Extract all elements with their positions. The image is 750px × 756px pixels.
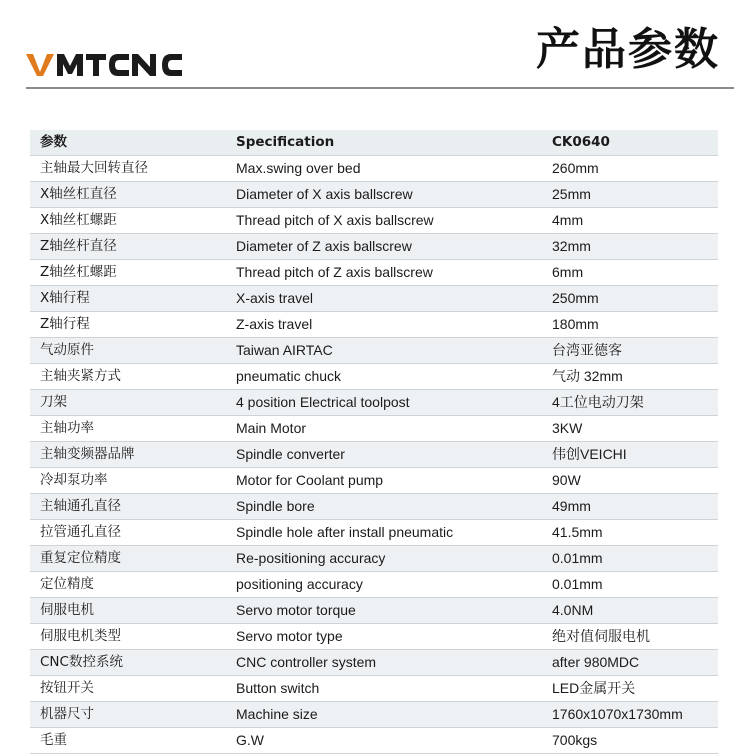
- cell-spec-en: Button switch: [226, 676, 542, 702]
- cell-value: 气动 32mm: [542, 364, 718, 390]
- table-row: [30, 234, 718, 260]
- table-row: [30, 364, 718, 390]
- cell-value: 260mm: [542, 156, 718, 182]
- cell-param-cn: 机器尺寸: [30, 702, 226, 728]
- cell-value: 250mm: [542, 286, 718, 312]
- table-row: [30, 728, 718, 754]
- table-row: [30, 598, 718, 624]
- cell-param-cn: 主轴变频器品牌: [30, 442, 226, 468]
- cell-param-cn: Z轴行程: [30, 312, 226, 338]
- table-row: [30, 702, 718, 728]
- brand-logo: [26, 52, 186, 78]
- cell-spec-en: 4 position Electrical toolpost: [226, 390, 542, 416]
- cell-value: 90W: [542, 468, 718, 494]
- header-divider: [26, 87, 734, 89]
- cell-value: 0.01mm: [542, 572, 718, 598]
- cell-param-cn: 主轴功率: [30, 416, 226, 442]
- table-row: [30, 624, 718, 650]
- cell-value: after 980MDC: [542, 650, 718, 676]
- cell-value: 6mm: [542, 260, 718, 286]
- cell-spec-en: pneumatic chuck: [226, 364, 542, 390]
- table-row: [30, 442, 718, 468]
- header-param: 参数: [30, 130, 226, 156]
- cell-value: 25mm: [542, 182, 718, 208]
- cell-value: 3KW: [542, 416, 718, 442]
- cell-spec-en: Thread pitch of X axis ballscrew: [226, 208, 542, 234]
- cell-param-cn: 气动原件: [30, 338, 226, 364]
- cell-value: 49mm: [542, 494, 718, 520]
- cell-param-cn: 伺服电机类型: [30, 624, 226, 650]
- cell-value: 4.0NM: [542, 598, 718, 624]
- cell-param-cn: 主轴夹紧方式: [30, 364, 226, 390]
- page-header: [0, 0, 750, 90]
- table-row: [30, 286, 718, 312]
- table-row: [30, 546, 718, 572]
- spec-table: [30, 130, 718, 754]
- cell-spec-en: G.W: [226, 728, 542, 754]
- header-model: CK0640: [542, 130, 718, 156]
- cell-spec-en: X-axis travel: [226, 286, 542, 312]
- cell-value: 32mm: [542, 234, 718, 260]
- table-row: [30, 650, 718, 676]
- cell-spec-en: positioning accuracy: [226, 572, 542, 598]
- cell-param-cn: 毛重: [30, 728, 226, 754]
- page-title: 产品参数: [536, 24, 720, 75]
- cell-param-cn: 刀架: [30, 390, 226, 416]
- cell-value: 绝对值伺服电机: [542, 624, 718, 650]
- table-row: [30, 338, 718, 364]
- cell-spec-en: Max.swing over bed: [226, 156, 542, 182]
- cell-spec-en: Spindle bore: [226, 494, 542, 520]
- cell-param-cn: Z轴丝杆直径: [30, 234, 226, 260]
- cell-spec-en: Thread pitch of Z axis ballscrew: [226, 260, 542, 286]
- cell-spec-en: Spindle converter: [226, 442, 542, 468]
- cell-param-cn: 定位精度: [30, 572, 226, 598]
- cell-param-cn: 主轴最大回转直径: [30, 156, 226, 182]
- cell-value: 41.5mm: [542, 520, 718, 546]
- cell-value: 1760x1070x1730mm: [542, 702, 718, 728]
- cell-spec-en: Z-axis travel: [226, 312, 542, 338]
- cell-param-cn: 冷却泵功率: [30, 468, 226, 494]
- table-row: [30, 416, 718, 442]
- cell-value: 伟创VEICHI: [542, 442, 718, 468]
- table-row: [30, 260, 718, 286]
- cell-spec-en: Servo motor torque: [226, 598, 542, 624]
- table-row: [30, 390, 718, 416]
- cell-spec-en: Servo motor type: [226, 624, 542, 650]
- cell-spec-en: Main Motor: [226, 416, 542, 442]
- table-row: [30, 468, 718, 494]
- table-header: [30, 130, 718, 156]
- header-specification: Specification: [226, 130, 542, 156]
- cell-param-cn: Z轴丝杠螺距: [30, 260, 226, 286]
- cell-spec-en: CNC controller system: [226, 650, 542, 676]
- cell-spec-en: Spindle hole after install pneumatic: [226, 520, 542, 546]
- table-row: [30, 208, 718, 234]
- cell-param-cn: 重复定位精度: [30, 546, 226, 572]
- cell-param-cn: 主轴通孔直径: [30, 494, 226, 520]
- table-row: [30, 312, 718, 338]
- cell-param-cn: 拉管通孔直径: [30, 520, 226, 546]
- cell-param-cn: CNC数控系统: [30, 650, 226, 676]
- table-row: [30, 182, 718, 208]
- table-body: [30, 156, 718, 754]
- cell-value: 台湾亚德客: [542, 338, 718, 364]
- cell-spec-en: Machine size: [226, 702, 542, 728]
- cell-value: 180mm: [542, 312, 718, 338]
- cell-param-cn: 按钮开关: [30, 676, 226, 702]
- table-row: [30, 676, 718, 702]
- cell-value: 4mm: [542, 208, 718, 234]
- cell-spec-en: Re-positioning accuracy: [226, 546, 542, 572]
- cell-value: 4工位电动刀架: [542, 390, 718, 416]
- cell-spec-en: Diameter of X axis ballscrew: [226, 182, 542, 208]
- cell-spec-en: Taiwan AIRTAC: [226, 338, 542, 364]
- cell-param-cn: X轴丝杠螺距: [30, 208, 226, 234]
- cell-param-cn: X轴丝杠直径: [30, 182, 226, 208]
- cell-spec-en: Diameter of Z axis ballscrew: [226, 234, 542, 260]
- cell-value: LED金属开关: [542, 676, 718, 702]
- table-header-row: [30, 130, 718, 156]
- cell-param-cn: 伺服电机: [30, 598, 226, 624]
- cell-spec-en: Motor for Coolant pump: [226, 468, 542, 494]
- cell-param-cn: X轴行程: [30, 286, 226, 312]
- cell-value: 0.01mm: [542, 546, 718, 572]
- table-row: [30, 494, 718, 520]
- table-row: [30, 520, 718, 546]
- cell-value: 700kgs: [542, 728, 718, 754]
- table-row: [30, 156, 718, 182]
- table-row: [30, 572, 718, 598]
